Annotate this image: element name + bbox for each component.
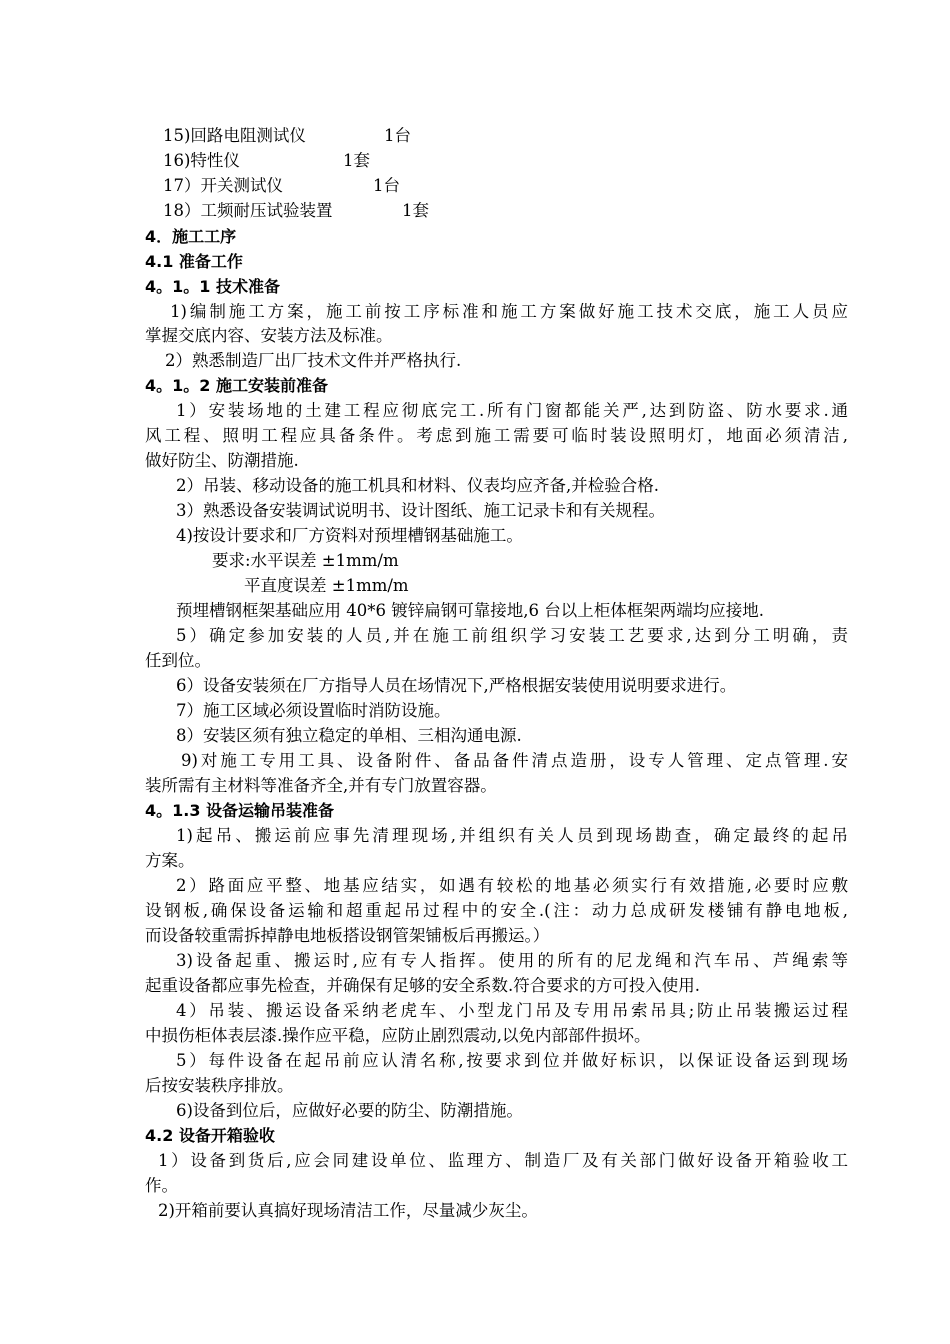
section-heading: 4.1 准备工作 [145,252,243,271]
paragraph-line: 做好防尘、防潮措施. [145,451,299,470]
paragraph-line: 5）每件设备在起吊前应认清名称,按要求到位并做好标识，以保证设备运到现场 [176,1051,848,1070]
equipment-name: 16)特性仪 [163,151,240,170]
paragraph-line: 预埋槽钢框架基础应用 40*6 镀锌扁钢可靠接地,6 台以上柜体框架两端均应接地. [176,601,764,620]
equipment-qty: 1套 [343,151,370,170]
paragraph-line: 6）设备安装须在厂方指导人员在场情况下,严格根据安装使用说明要求进行。 [176,676,737,695]
equipment-qty: 1台 [373,176,400,195]
equipment-qty: 1套 [402,201,429,220]
paragraph-line: 6)设备到位后，应做好必要的防尘、防潮措施。 [176,1101,523,1120]
paragraph-line: 1）安装场地的土建工程应彻底完工.所有门窗都能关严,达到防盗、防水要求.通 [176,401,848,420]
paragraph-line: 起重设备都应事先检查，并确保有足够的安全系数.符合要求的方可投入使用. [145,976,700,995]
paragraph-line: 7）施工区域必须设置临时消防设施。 [176,701,451,720]
paragraph-line: 作。 [145,1176,178,1195]
paragraph-line: 2）熟悉制造厂出厂技术文件并严格执行. [165,351,462,370]
paragraph-line: 2）吊装、移动设备的施工机具和材料、仪表均应齐备,并检验合格. [176,476,659,495]
paragraph-line: 3）熟悉设备安装调试说明书、设计图纸、施工记录卡和有关规程。 [176,501,665,520]
paragraph-line: 9)对施工专用工具、设备附件、备品备件清点造册，设专人管理、定点管理.安 [181,751,848,770]
paragraph-line: 5）确定参加安装的人员,并在施工前组织学习安装工艺要求,达到分工明确，责 [176,626,848,645]
paragraph-line: 2)开箱前要认真搞好现场清洁工作，尽量减少灰尘。 [158,1201,538,1220]
paragraph-line: 任到位。 [145,651,211,670]
paragraph-line: 2）路面应平整、地基应结实，如遇有较松的地基必须实行有效措施,必要时应敷 [176,876,848,895]
paragraph-line: 4）吊装、搬运设备采纳老虎车、小型龙门吊及专用吊索吊具;防止吊装搬运过程 [176,1001,848,1020]
equipment-name: 15)回路电阻测试仪 [163,126,306,145]
paragraph-line: 而设备较重需拆掉静电地板搭设钢管架铺板后再搬运。） [145,926,550,945]
paragraph-line: 8）安装区须有独立稳定的单相、三相沟通电源. [176,726,522,745]
paragraph-line: 设钢板,确保设备运输和超重起吊过程中的安全.(注：动力总成研发楼铺有静电地板, [145,901,848,920]
paragraph-line: 后按安装秩序排放。 [145,1076,294,1095]
paragraph-line: 方案。 [145,851,195,870]
paragraph-line: 风工程、照明工程应具备条件。考虑到施工需要可临时装设照明灯，地面必须清洁, [145,426,848,445]
paragraph-line: 中损伤柜体表层漆.操作应平稳，应防止剧烈震动,以免内部部件损坏。 [145,1026,651,1045]
paragraph-line: 装所需有主材料等准备齐全,并有专门放置容器。 [145,776,497,795]
section-heading: 4。1。1 技术准备 [145,277,280,296]
paragraph-line: 1)编制施工方案，施工前按工序标准和施工方案做好施工技术交底，施工人员应 [170,302,848,321]
equipment-name: 17）开关测试仪 [163,176,283,195]
section-heading: 4。1。2 施工安装前准备 [145,376,328,395]
paragraph-line: 1)起吊、搬运前应事先清理现场,并组织有关人员到现场勘查，确定最终的起吊 [176,826,848,845]
equipment-name: 18）工频耐压试验装置 [163,201,333,220]
equipment-qty: 1台 [384,126,411,145]
paragraph-line: 4)按设计要求和厂方资料对预埋槽钢基础施工。 [176,526,523,545]
requirement-line: 平直度误差 ±1mm/m [244,576,409,595]
paragraph-line: 3)设备起重、搬运时,应有专人指挥。使用的所有的尼龙绳和汽车吊、芦绳索等 [176,951,848,970]
paragraph-line: 1）设备到货后,应会同建设单位、监理方、制造厂及有关部门做好设备开箱验收工 [158,1151,848,1170]
requirement-line: 要求:水平误差 ±1mm/m [212,551,399,570]
section-heading: 4。1.3 设备运输吊装准备 [145,801,335,820]
section-heading: 4.2 设备开箱验收 [145,1126,275,1145]
section-heading: 4．施工工序 [145,227,237,246]
paragraph-line: 掌握交底内容、安装方法及标准。 [145,326,393,345]
